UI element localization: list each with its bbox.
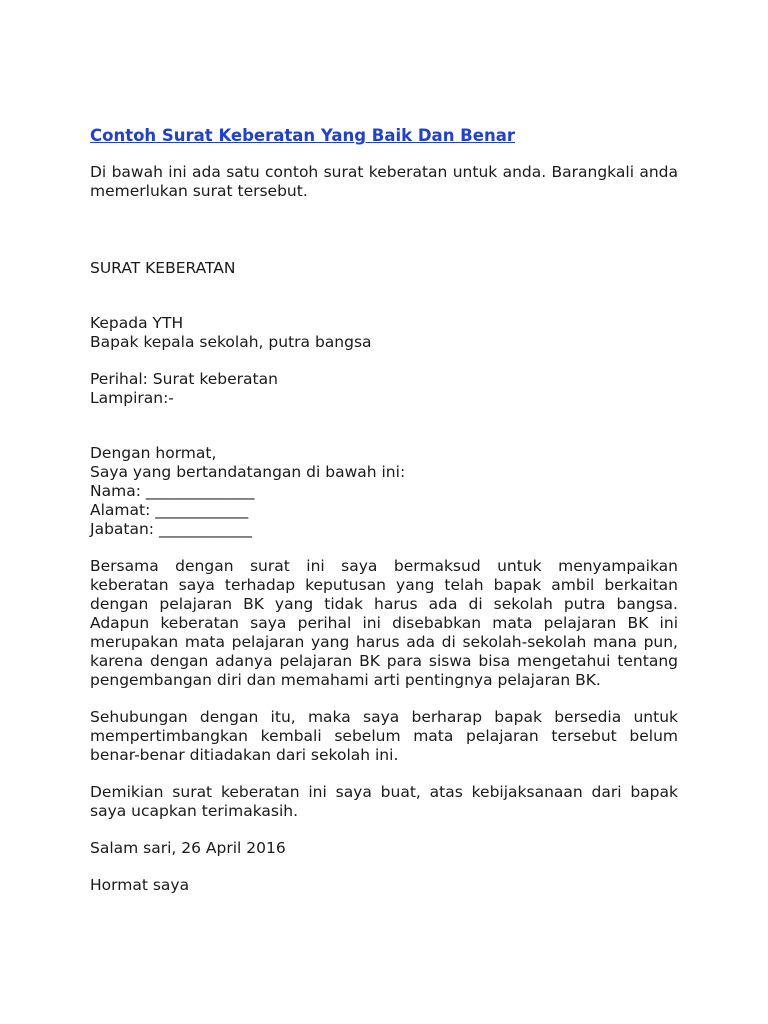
meta-block [90, 370, 678, 408]
recipient-line-2: Bapak kepala sekolah, putra bangsa [90, 333, 372, 351]
body-paragraph-1: Bersama dengan surat ini saya bermaksud untuk menyampaikan keberatan saya terhadap keputusan yang telah bapak ambil berkaitan dengan pelajaran BK yang tidak harus ada di sekolah putra bangsa. Adapun keberatan saya perihal ini disebabkan mata pelajaran BK ini merupakan mata pelajaran yang harus ada di sekolah-sekolah mana pun, karena dengan adanya pelajaran BK para siswa bisa mengetahui tentang pengembangan diri dan memahami arti pentingnya pelajaran BK. [90, 557, 678, 689]
perihal-line: Perihal: Surat keberatan [90, 370, 278, 388]
lampiran-line: Lampiran:- [90, 389, 174, 407]
recipient-line-1: Kepada YTH [90, 314, 184, 332]
letter-heading: SURAT KEBERATAN [90, 259, 236, 277]
recipient-block [90, 314, 678, 352]
alamat-field-line: Alamat: ____________ [90, 501, 249, 519]
nama-field-line: Nama: ______________ [90, 482, 255, 500]
closing-sign-off: Hormat saya [90, 876, 190, 894]
closing-date-line: Salam sari, 26 April 2016 [90, 839, 286, 857]
body-paragraph-3: Demikian surat keberatan ini saya buat, atas kebijaksanaan dari bapak saya ucapkan terimakasih. [90, 783, 678, 820]
signer-intro-line: Saya yang bertandatangan di bawah ini: [90, 463, 406, 481]
intro-paragraph: Di bawah ini ada satu contoh surat keberatan untuk anda. Barangkali anda memerlukan surat tersebut. [90, 163, 678, 200]
salutation-line: Dengan hormat, [90, 444, 217, 462]
jabatan-field-line: Jabatan: ____________ [90, 520, 252, 538]
body-paragraph-2: Sehubungan dengan itu, maka saya berharap bapak bersedia untuk mempertimbangkan kembali sebelum mata pelajaran tersebut belum benar-benar ditiadakan dari sekolah ini. [90, 708, 678, 764]
letter-document [90, 126, 678, 895]
greeting-block [90, 444, 678, 539]
document-title-link[interactable]: Contoh Surat Keberatan Yang Baik Dan Benar [90, 126, 515, 145]
